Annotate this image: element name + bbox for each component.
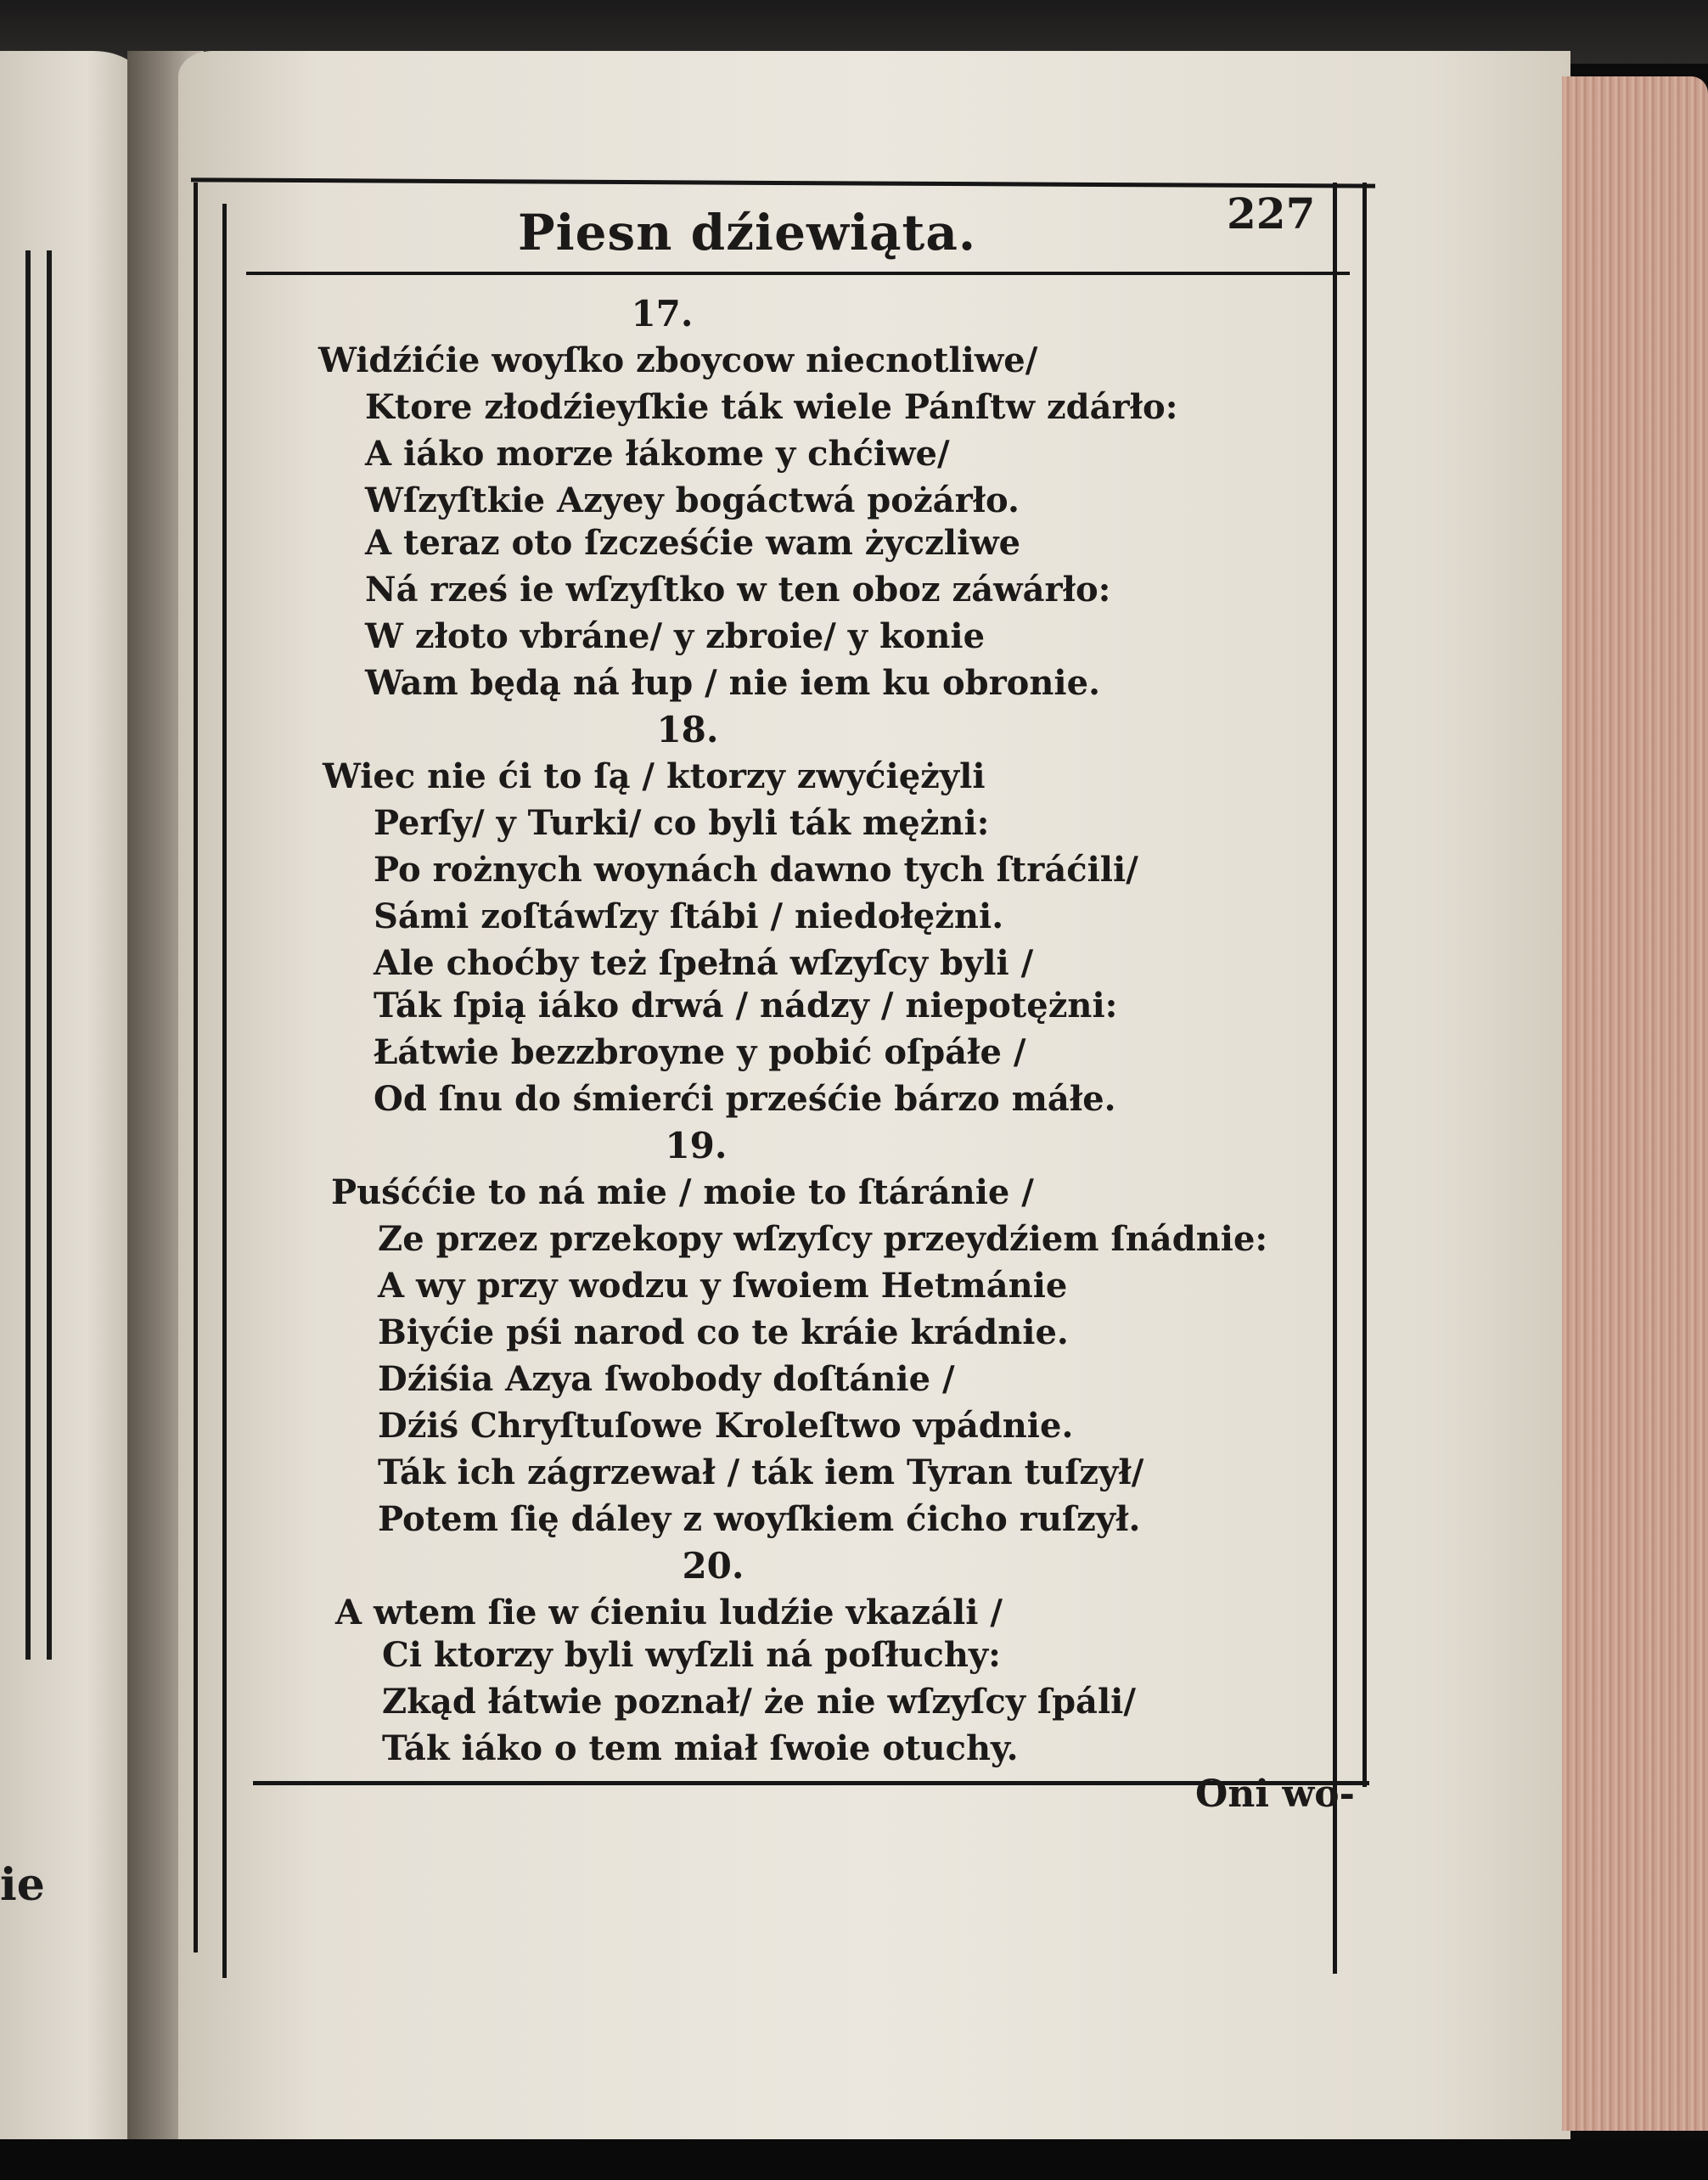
verse-line: Ták iáko o tem miał ſwoie otuchy. — [382, 1728, 1019, 1768]
page-number: 227 — [1227, 188, 1316, 239]
frame-right-inner-rule — [1333, 183, 1337, 1974]
verse-line: Ci ktorzy byli wyſzli ná poſłuchy: — [382, 1635, 1001, 1675]
left-page-text-fragment: ie — [0, 1859, 45, 1911]
verse-line: Od ſnu do śmierći prześćie bárzo máłe. — [374, 1079, 1116, 1119]
verse-line: A wtem ſie w ćieniu ludźie vkazáli / — [335, 1593, 1003, 1632]
verse-line: Widźićie woyſko zboycow niecnotliwe/ — [318, 340, 1038, 380]
verse-line: Wſzyſtkie Azyey bogáctwá pożárło. — [365, 480, 1020, 520]
verse-line: Perſy/ y Turki/ co byli ták mężni: — [374, 803, 990, 843]
verse-line: A iáko morze łákome y chćiwe/ — [365, 434, 950, 474]
frame-right-outer-rule — [1362, 183, 1367, 1787]
frame-left-inner-rule — [222, 204, 227, 1978]
stanza-number: 17. — [631, 293, 694, 334]
verse-line: Wiec nie ći to ſą / ktorzy zwyćiężyli — [323, 756, 986, 796]
verse-line: W złoto vbráne/ y zbroie/ y konie — [365, 616, 986, 656]
left-page-frame-rule — [25, 250, 31, 1660]
verse-line: Łátwie bezzbroyne y pobić oſpáłe / — [374, 1032, 1026, 1072]
verse-line: Zkąd łátwie poznał/ że nie wſzyſcy ſpáli/ — [382, 1682, 1136, 1722]
left-page-frame-rule — [47, 250, 52, 1660]
catchword: Oni wo- — [1195, 1773, 1355, 1816]
verse-line: Po rożnych woynách dawno tych ſtráćili/ — [374, 850, 1138, 890]
running-head: Piesn dźiewiąta. — [518, 204, 977, 261]
verse-line: Wam będą ná łup / nie iem ku obronie. — [365, 663, 1100, 703]
verse-line: Biyćie pśi narod co te kráie krádnie. — [378, 1312, 1069, 1352]
frame-left-outer-rule — [194, 183, 198, 1952]
frame-head-rule — [246, 272, 1350, 275]
verse-line: Sámi zoſtáwſzy ſtábi / niedołężni. — [374, 896, 1004, 936]
verse-line: Ze przez przekopy wſzyſcy przeydźiem ſnádnie: — [378, 1219, 1268, 1259]
verse-line: Ktore złodźieyſkie ták wiele Pánſtw zdárło: — [365, 387, 1178, 427]
stanza-number: 19. — [665, 1125, 728, 1166]
page-edges — [1562, 76, 1708, 2131]
verse-line: Dźiśia Azya ſwobody doſtánie / — [378, 1359, 955, 1399]
verse-line: Ná rześ ie wſzyſtko w ten oboz záwárło: — [365, 570, 1111, 610]
verse-line: Ale choćby też ſpełná wſzyſcy byli / — [374, 943, 1034, 983]
verse-line: A wy przy wodzu y ſwoiem Hetmánie — [378, 1266, 1068, 1306]
verse-line: Potem ſię dáley z woyſkiem ćicho ruſzył. — [378, 1499, 1141, 1539]
verse-line: Ták ſpią iáko drwá / nádzy / niepotężni: — [374, 986, 1118, 1025]
stanza-number: 20. — [682, 1545, 744, 1587]
verse-line: Dźiś Chryſtuſowe Kroleſtwo vpádnie. — [378, 1406, 1074, 1446]
background-bottom — [0, 2139, 1708, 2180]
stanza-number: 18. — [656, 709, 719, 750]
verse-line: Puśććie to ná mie / moie to ſtáránie / — [331, 1172, 1034, 1212]
left-page — [0, 51, 144, 2148]
verse-line: Ták ich zágrzewał / ták iem Tyran tuſzył/ — [378, 1452, 1144, 1492]
verse-line: A teraz oto ſzcześćie wam życzliwe — [365, 523, 1021, 563]
